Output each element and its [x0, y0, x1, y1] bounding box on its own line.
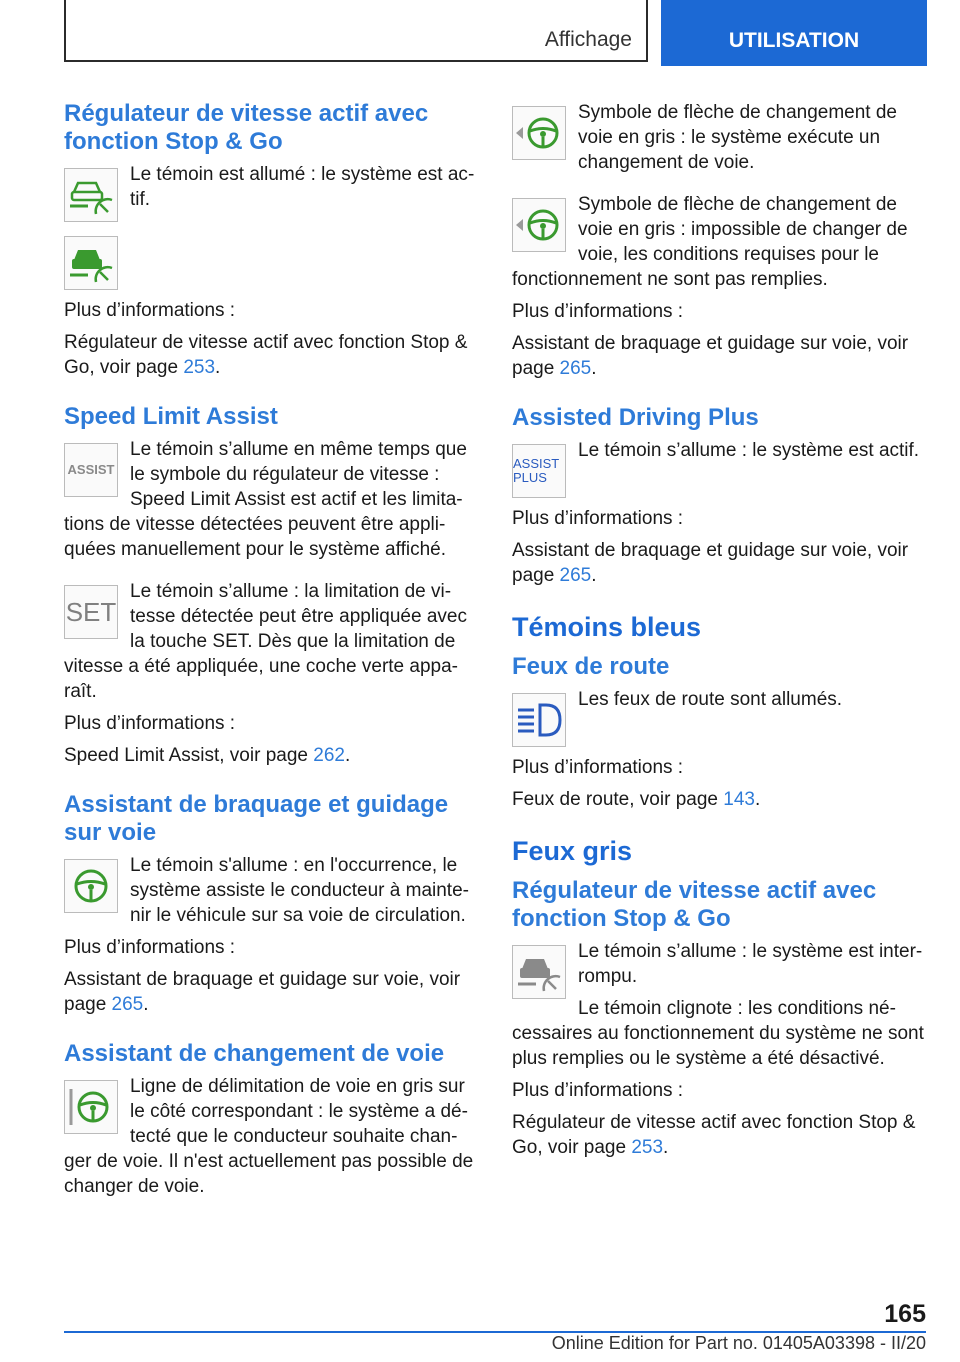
section-title: Assisted Driving Plus — [512, 404, 759, 431]
indicator-description: Le témoin est allumé : le système est actif. — [130, 164, 475, 210]
section-heading: Témoins bleus — [512, 612, 702, 642]
acc-green-filled-icon — [64, 236, 118, 290]
edition-text: Online Edition for Part no. 01405A03398 - II/20 — [551, 1333, 926, 1353]
chapter-tab[interactable]: UTILISATION — [661, 0, 927, 66]
reference-label: Assistant de braquage et guidage sur voie, voir page — [512, 540, 909, 586]
lane-change-executing — [512, 100, 926, 182]
reference-end: . — [663, 1137, 669, 1158]
more-info-label: Plus d’informations : — [64, 713, 236, 734]
reference-end: . — [344, 745, 351, 766]
reference-label: Régulateur de vitesse actif avec fonction Stop & Go, voir page — [64, 332, 468, 378]
more-info-label: Plus d’informations : — [64, 937, 236, 958]
reference-label: Régulateur de vitesse actif avec fonction Stop & Go, voir page — [512, 1112, 916, 1158]
set-icon: SET — [64, 585, 118, 639]
lane-change-impossible — [512, 192, 926, 381]
more-info-label: Plus d’informations : — [512, 301, 684, 322]
indicator-description: Les feux de route sont allumés. — [578, 689, 843, 710]
indicator-description: Le témoin s’allume en même temps que le symbole du régulateur de vitesse : Speed Limit Assist est actif et les limitations de vitesse détectées peuvent être appliquées manuellement pour le système affiché. — [64, 439, 467, 560]
reference-text — [512, 538, 926, 588]
page-link-253[interactable]: 253 — [183, 357, 216, 378]
reference-label: Assistant de braquage et guidage sur voie, voir page — [512, 333, 909, 379]
reference-label: Feux de route, voir page — [512, 789, 724, 810]
assist-plus-icon: ASSIST PLUS — [512, 444, 566, 498]
section-acc-stop-go — [64, 100, 478, 380]
indicator-description: Le témoin s’allume : le système est interrompu. — [578, 941, 923, 987]
assist-icon: ASSIST — [64, 443, 118, 497]
steering-wheel-lane-line-icon — [64, 1080, 118, 1134]
steering-wheel-green-icon — [64, 859, 118, 913]
page-link-262[interactable]: 262 — [313, 745, 345, 766]
more-info-label: Plus d’informations : — [512, 1080, 684, 1101]
indicator-description: Le témoin s’allume : la limitation de vitesse détectée peut être appliquée avec la touche SET. Dès que la limitation de vitesse a été appliquée, une coche verte apparaît. — [64, 581, 467, 702]
reference-label: Assistant de braquage et guidage sur voie, voir page — [64, 969, 461, 1015]
section-speed-limit-assist — [64, 403, 478, 768]
page-number: 165 — [884, 1300, 926, 1328]
page-link-253[interactable]: 253 — [631, 1137, 664, 1158]
section-gray-indicators — [512, 835, 926, 1160]
section-label: Affichage — [64, 0, 648, 62]
left-column — [64, 100, 478, 1206]
section-blue-indicators — [512, 611, 926, 812]
high-beam-icon — [512, 693, 566, 747]
reference-text — [512, 1110, 926, 1160]
reference-text — [64, 743, 478, 768]
reference-end: . — [591, 565, 597, 586]
subsection-title: Feux de route — [512, 653, 670, 680]
acc-gray-icon — [512, 945, 566, 999]
page-header — [64, 0, 927, 66]
section-title: Régulateur de vitesse actif avec fonction Stop & Go — [64, 100, 429, 155]
reference-text — [512, 331, 926, 381]
section-title: Assistant de changement de voie — [64, 1040, 445, 1067]
more-info-label: Plus d’informations : — [64, 300, 236, 321]
more-info-label: Plus d’informations : — [512, 508, 684, 529]
page-link-143[interactable]: 143 — [723, 789, 755, 810]
steering-wheel-arrow-icon — [512, 106, 566, 160]
steering-wheel-arrow-icon — [512, 198, 566, 252]
acc-green-outline-icon — [64, 168, 118, 222]
page-link-265[interactable]: 265 — [559, 565, 592, 586]
reference-text — [512, 787, 926, 812]
section-heading: Feux gris — [512, 836, 633, 866]
subsection-title: Régulateur de vitesse actif avec fonction Stop & Go — [512, 877, 877, 932]
reference-end: . — [591, 358, 597, 379]
section-steering-lane-guidance — [64, 791, 478, 1017]
reference-text — [64, 330, 478, 380]
reference-text — [64, 967, 478, 1017]
reference-end: . — [143, 994, 149, 1015]
indicator-description: Le témoin s’allume : le système est actif. — [578, 440, 920, 461]
section-assisted-driving-plus — [512, 404, 926, 588]
indicator-description-blink: Le témoin clignote : les conditions nécessaires au fonctionnement du système ne sont plus remplies ou le système a été désactivé. — [512, 998, 924, 1069]
section-title: Speed Limit Assist — [64, 403, 278, 430]
more-info-label: Plus d’informations : — [512, 757, 684, 778]
page-link-265[interactable]: 265 — [111, 994, 144, 1015]
page-link-265[interactable]: 265 — [559, 358, 592, 379]
indicator-description: Ligne de délimitation de voie en gris sur le côté correspondant : le système a détecté que le conducteur souhaite changer de voie. Il n'est actuellement pas possible de changer de voie. — [64, 1076, 474, 1197]
indicator-description: Symbole de flèche de changement de voie en gris : impossible de changer de voie, les conditions requises pour le fonctionnement ne sont pas remplies. — [512, 194, 908, 290]
right-column — [512, 100, 926, 1167]
section-lane-change-assistant — [64, 1040, 478, 1206]
reference-end: . — [215, 357, 221, 378]
reference-label: Speed Limit Assist, voir page — [64, 745, 314, 766]
section-title: Assistant de braquage et guidage sur voie — [64, 791, 449, 846]
indicator-description: Symbole de flèche de changement de voie en gris : le système exécute un changement de voie. — [578, 102, 897, 173]
indicator-description: Le témoin s'allume : en l'occurrence, le système assiste le conducteur à maintenir le véhicule sur sa voie de circulation. — [130, 855, 469, 926]
reference-end: . — [754, 789, 761, 810]
